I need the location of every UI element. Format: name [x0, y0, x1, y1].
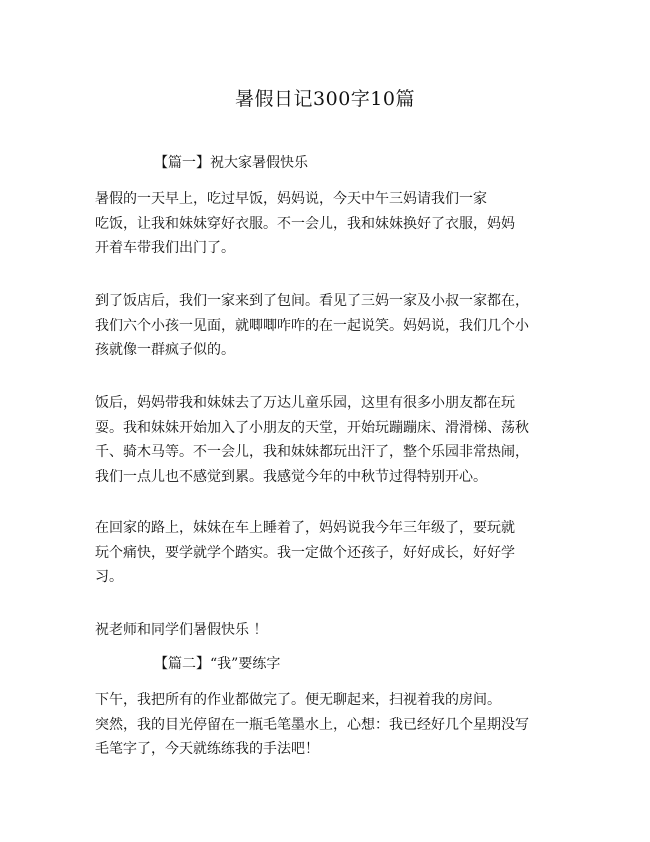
paragraph-1-4: 在回家的路上，妹妹在车上睡着了，妈妈说我今年三年级了，要玩就 玩个痛快，要学就学个踏实。我一定做个还孩子，好好成长，好好学 习。 [95, 520, 515, 586]
section-heading-1: 【篇一】祝大家暑假快乐 [154, 155, 308, 171]
paragraph-1-2: 到了饭店后，我们一家来到了包间。看见了三妈一家及小叔一家都在， 我们六个小孩一见面，就唧唧咋咋的在一起说笑。妈妈说，我们几个小 孩就像一群疯子似的。 [95, 293, 529, 359]
paragraph-1-1: 暑假的一天早上，吃过早饭，妈妈说，今天中午三妈请我们一家 吃饭，让我和妹妹穿好衣服。不一会儿，我和妹妹换好了衣服，妈妈 开着车带我们出门了。 [95, 191, 515, 257]
document-title: 暑假日记300字10篇 [235, 88, 415, 110]
paragraph-1-3: 饭后，妈妈带我和妹妹去了万达儿童乐园，这里有很多小朋友都在玩 耍。我和妹妹开始加入了小朋友的天堂，开始玩蹦蹦床、滑滑梯、荡秋 千、骑木马等。不一会儿，我和妹妹都玩出汗了，整个乐园非常热闹， 我们一点儿也不感觉到累。我感觉今年的中秋节过得特别开心。 [95, 395, 529, 485]
paragraph-2-1: 下午，我把所有的作业都做完了。便无聊起来，扫视着我的房间。 突然，我的目光停留在一瓶毛笔墨水上，心想：我已经好几个星期没写 毛笔字了，今天就练练我的手法吧！ [95, 692, 529, 758]
section-heading-2: 【篇二】“我”要练字 [154, 656, 281, 672]
closing-wish: 祝老师和同学们暑假快乐 ！ [95, 622, 268, 638]
